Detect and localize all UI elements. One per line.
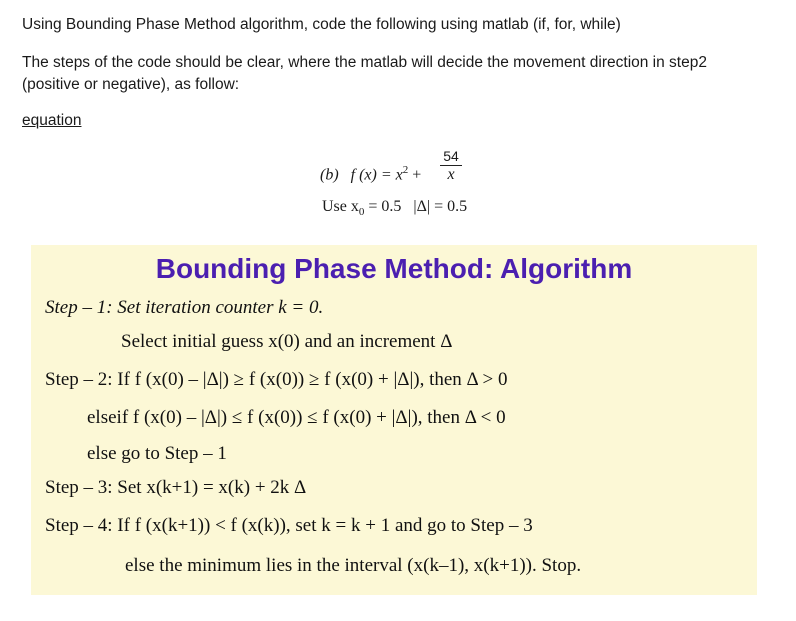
initial-values: [322, 198, 467, 218]
eq-delta: |Δ| = 0.5: [413, 198, 468, 215]
algorithm-slide: [31, 245, 757, 595]
slide-title: Bounding Phase Method: Algorithm: [155, 253, 633, 284]
equation-link[interactable]: equation: [22, 112, 82, 129]
eq-use-x: Use x: [322, 198, 359, 215]
intro-line-2: The steps of the code should be clear, where the matlab will decide the movement direction in step2 (positive or negative), as follow:: [22, 54, 707, 93]
eq-fraction: [440, 148, 462, 184]
step-2b: elseif f (x(0) – |Δ|) ≤ f (x(0)) ≤ f (x(0) + |Δ|), then Δ < 0: [87, 407, 506, 428]
step-1: Step – 1: Set iteration counter k = 0.: [45, 297, 324, 318]
eq-plus: +: [412, 166, 422, 184]
function-definition: [320, 164, 421, 184]
eq-x0-value: = 0.5: [368, 198, 402, 215]
step-4b: else the minimum lies in the interval (x(k–1), x(k+1)). Stop.: [125, 555, 582, 576]
eq-fx: f (x) = x: [350, 166, 403, 184]
eq-square: 2: [402, 164, 409, 176]
step-3: Step – 3: Set x(k+1) = x(k) + 2k Δ: [45, 477, 307, 498]
eq-sub0: 0: [358, 206, 365, 219]
step-2c: else go to Step – 1: [87, 443, 227, 464]
eq-numerator: 54: [440, 148, 462, 166]
step-1b: Select initial guess x(0) and an increment Δ: [121, 331, 453, 352]
step-4: Step – 4: If f (x(k+1)) < f (x(k)), set k = k + 1 and go to Step – 3: [45, 515, 533, 536]
step-2: Step – 2: If f (x(0) – |Δ|) ≥ f (x(0)) ≥ f (x(0) + |Δ|), then Δ > 0: [45, 369, 508, 390]
intro-line-1: Using Bounding Phase Method algorithm, code the following using matlab (if, for, while): [22, 16, 621, 33]
eq-denominator: x: [447, 166, 455, 183]
eq-label: (b): [320, 166, 339, 184]
